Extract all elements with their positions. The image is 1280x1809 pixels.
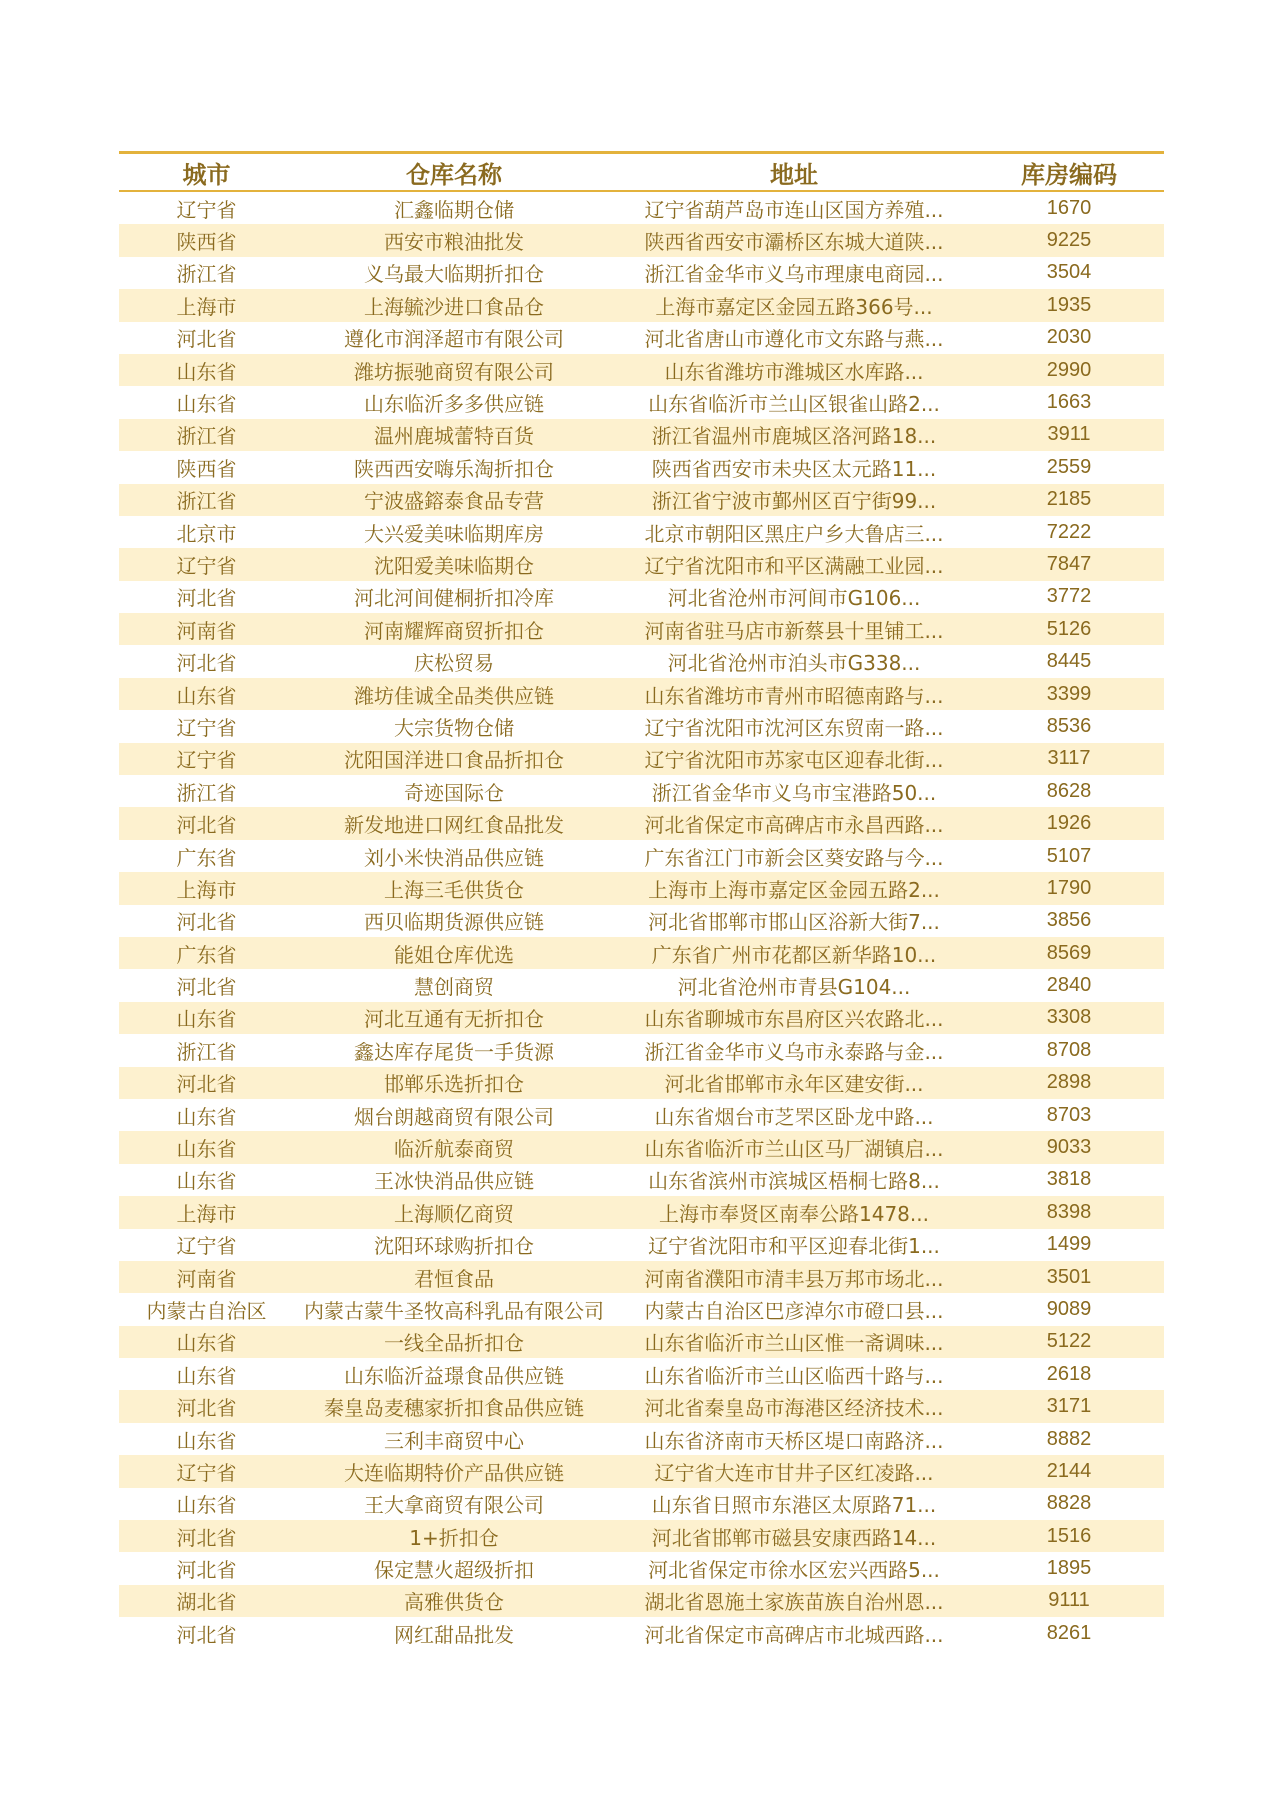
warehouse-name-cell: 河南耀辉商贸折扣仓 <box>294 613 614 645</box>
city-cell: 河北省 <box>176 975 237 1000</box>
warehouse-name-cell: 潍坊振驰商贸有限公司 <box>294 354 614 386</box>
city-cell: 辽宁省 <box>119 1455 294 1487</box>
city-cell: 广东省 <box>176 845 237 870</box>
table-row <box>119 224 1164 256</box>
code-cell: 8828 <box>1046 1492 1092 1515</box>
table-row <box>119 1326 1164 1358</box>
city-cell: 广东省 <box>119 937 294 969</box>
address-cell: 陕西省西安市灞桥区东城大道陕... <box>614 224 974 256</box>
address-cell: 陕西省西安市未央区太元路11... <box>651 456 937 481</box>
address-cell: 浙江省金华市义乌市理康电商园... <box>644 262 944 287</box>
header-city: 城市 <box>119 154 294 191</box>
city-cell: 河北省 <box>119 1390 294 1422</box>
warehouse-name-cell: 西贝临期货源供应链 <box>364 910 544 935</box>
code-cell: 1935 <box>974 289 1164 321</box>
table-row <box>119 289 1164 321</box>
city-cell: 河南省 <box>119 613 294 645</box>
table-row <box>119 969 1164 1001</box>
city-cell: 辽宁省 <box>119 743 294 775</box>
address-cell: 河南省濮阳市清丰县万邦市场北... <box>614 1261 974 1293</box>
city-cell: 河北省 <box>176 586 237 611</box>
city-cell: 山东省 <box>119 678 294 710</box>
code-cell: 8445 <box>1046 650 1092 673</box>
warehouse-name-cell: 网红甜品批发 <box>394 1622 514 1647</box>
warehouse-name-cell: 陕西西安嗨乐淘折扣仓 <box>354 456 554 481</box>
warehouse-name-cell: 河北河间健桐折扣冷库 <box>354 586 554 611</box>
warehouse-name-cell: 西安市粮油批发 <box>294 224 614 256</box>
code-cell: 8569 <box>974 937 1164 969</box>
warehouse-name-cell: 沈阳环球购折扣仓 <box>374 1234 534 1259</box>
address-cell: 山东省临沂市兰山区马厂湖镇启... <box>614 1131 974 1163</box>
city-cell: 河北省 <box>119 1067 294 1099</box>
code-cell: 1663 <box>1046 391 1092 414</box>
warehouse-table <box>119 154 1164 1650</box>
warehouse-name-cell: 慧创商贸 <box>414 975 494 1000</box>
table-row <box>119 1488 1164 1520</box>
code-cell: 1895 <box>1046 1557 1092 1580</box>
city-cell: 河北省 <box>119 807 294 839</box>
address-cell: 上海市奉贤区南奉公路1478... <box>614 1196 974 1228</box>
warehouse-name-cell: 温州鹿城蕾特百货 <box>294 419 614 451</box>
warehouse-name-cell: 一线全品折扣仓 <box>294 1326 614 1358</box>
address-cell: 河北省唐山市遵化市文东路与燕... <box>644 327 944 352</box>
city-cell: 陕西省 <box>176 456 237 481</box>
code-cell: 9225 <box>974 224 1164 256</box>
city-cell: 河北省 <box>176 910 237 935</box>
table-header-row <box>119 154 1164 191</box>
code-cell: 8628 <box>1046 779 1092 802</box>
code-cell: 5107 <box>1046 844 1092 867</box>
warehouse-name-cell: 高雅供货仓 <box>294 1585 614 1617</box>
code-cell: 2185 <box>974 484 1164 516</box>
address-cell: 浙江省温州市鹿城区洛河路18... <box>614 419 974 451</box>
code-cell: 1670 <box>1046 196 1092 219</box>
city-cell: 山东省 <box>176 1428 237 1453</box>
table-row <box>119 581 1164 613</box>
table-row <box>119 775 1164 807</box>
table-row <box>119 1229 1164 1261</box>
table-row <box>119 905 1164 937</box>
warehouse-name-cell: 烟台朗越商贸有限公司 <box>354 1104 554 1129</box>
table-row <box>119 613 1164 645</box>
code-cell: 3399 <box>974 678 1164 710</box>
table-row <box>119 1196 1164 1228</box>
city-cell: 陕西省 <box>119 224 294 256</box>
warehouse-name-cell: 王大拿商贸有限公司 <box>364 1493 544 1518</box>
city-cell: 内蒙古自治区 <box>146 1298 267 1323</box>
city-cell: 山东省 <box>176 1363 237 1388</box>
code-cell: 1926 <box>974 807 1164 839</box>
code-cell: 2898 <box>974 1067 1164 1099</box>
city-cell: 上海市 <box>119 1196 294 1228</box>
address-cell: 山东省滨州市滨城区梧桐七路8... <box>648 1169 940 1194</box>
warehouse-name-cell: 河北互通有无折扣仓 <box>294 1002 614 1034</box>
warehouse-name-cell: 宁波盛鎔泰食品专营 <box>294 484 614 516</box>
table-row <box>119 1455 1164 1487</box>
code-cell: 9033 <box>974 1131 1164 1163</box>
code-cell: 3308 <box>974 1002 1164 1034</box>
address-cell: 山东省临沂市兰山区惟一斋调味... <box>614 1326 974 1358</box>
city-cell: 河北省 <box>119 1520 294 1552</box>
code-cell: 2840 <box>1046 974 1092 997</box>
code-cell: 1499 <box>1046 1233 1092 1256</box>
warehouse-name-cell: 大兴爱美味临期库房 <box>364 521 544 546</box>
address-cell: 山东省济南市天桥区堤口南路济... <box>644 1428 944 1453</box>
warehouse-name-cell: 义乌最大临期折扣仓 <box>364 262 544 287</box>
table-row <box>119 1293 1164 1325</box>
code-cell: 2559 <box>1046 455 1092 478</box>
code-cell: 2990 <box>974 354 1164 386</box>
code-cell: 3504 <box>1046 261 1092 284</box>
warehouse-name-cell: 三利丰商贸中心 <box>384 1428 524 1453</box>
city-cell: 河北省 <box>176 327 237 352</box>
address-cell: 广东省江门市新会区葵安路与今... <box>644 845 944 870</box>
address-cell: 北京市朝阳区黑庄户乡大鲁店三... <box>644 521 944 546</box>
address-cell: 河北省沧州市泊头市G338... <box>667 651 921 676</box>
code-cell: 8398 <box>974 1196 1164 1228</box>
code-cell: 3501 <box>974 1261 1164 1293</box>
city-cell: 浙江省 <box>176 262 237 287</box>
table-row <box>119 1617 1164 1649</box>
city-cell: 山东省 <box>176 1104 237 1129</box>
table-row <box>119 710 1164 742</box>
address-cell: 河北省保定市徐水区宏兴西路5... <box>648 1558 940 1583</box>
address-cell: 河北省保定市高碑店市永昌西路... <box>614 807 974 839</box>
header-warehouse-name: 仓库名称 <box>294 154 614 191</box>
warehouse-name-cell: 保定慧火超级折扣 <box>374 1558 534 1583</box>
table-row <box>119 548 1164 580</box>
code-cell: 1516 <box>974 1520 1164 1552</box>
city-cell: 辽宁省 <box>176 1234 237 1259</box>
table-row <box>119 1067 1164 1099</box>
address-cell: 浙江省宁波市鄞州区百宁街99... <box>614 484 974 516</box>
warehouse-name-cell: 秦皇岛麦穗家折扣食品供应链 <box>294 1390 614 1422</box>
table-row <box>119 386 1164 418</box>
code-cell: 8703 <box>1046 1103 1092 1126</box>
warehouse-name-cell: 能姐仓库优选 <box>294 937 614 969</box>
code-cell: 8261 <box>1046 1621 1092 1644</box>
table-row <box>119 1261 1164 1293</box>
city-cell: 山东省 <box>119 1002 294 1034</box>
table-row <box>119 1131 1164 1163</box>
city-cell: 山东省 <box>119 354 294 386</box>
table-row <box>119 872 1164 904</box>
city-cell: 辽宁省 <box>176 197 237 222</box>
address-cell: 山东省临沂市兰山区银雀山路2... <box>648 392 940 417</box>
code-cell: 3117 <box>974 743 1164 775</box>
code-cell: 2030 <box>1046 326 1092 349</box>
warehouse-name-cell: 山东临沂益璟食品供应链 <box>344 1363 564 1388</box>
address-cell: 辽宁省葫芦岛市连山区国方养殖... <box>644 197 944 222</box>
warehouse-name-cell: 君恒食品 <box>294 1261 614 1293</box>
address-cell: 内蒙古自治区巴彦淖尔市磴口县... <box>644 1298 944 1323</box>
city-cell: 山东省 <box>119 1326 294 1358</box>
table-row <box>119 937 1164 969</box>
city-cell: 辽宁省 <box>176 715 237 740</box>
table-row <box>119 1585 1164 1617</box>
address-cell: 山东省潍坊市潍城区水库路... <box>614 354 974 386</box>
code-cell: 3772 <box>1046 585 1092 608</box>
city-cell: 辽宁省 <box>119 548 294 580</box>
city-cell: 浙江省 <box>119 419 294 451</box>
warehouse-name-cell: 王冰快消品供应链 <box>374 1169 534 1194</box>
table-row <box>119 1099 1164 1131</box>
address-cell: 河北省邯郸市磁县安康西路14... <box>614 1520 974 1552</box>
code-cell: 2618 <box>1046 1362 1092 1385</box>
code-cell: 1790 <box>974 872 1164 904</box>
address-cell: 河南省驻马店市新蔡县十里铺工... <box>614 613 974 645</box>
warehouse-name-cell: 潍坊佳诚全品类供应链 <box>294 678 614 710</box>
city-cell: 上海市 <box>119 872 294 904</box>
address-cell: 河北省沧州市河间市G106... <box>667 586 921 611</box>
warehouse-name-cell: 临沂航泰商贸 <box>294 1131 614 1163</box>
warehouse-name-cell: 上海顺亿商贸 <box>294 1196 614 1228</box>
warehouse-name-cell: 内蒙古蒙牛圣牧高科乳品有限公司 <box>304 1298 604 1323</box>
warehouse-name-cell: 汇鑫临期仓储 <box>394 197 514 222</box>
address-cell: 湖北省恩施土家族苗族自治州恩... <box>614 1585 974 1617</box>
code-cell: 8882 <box>1046 1427 1092 1450</box>
address-cell: 山东省潍坊市青州市昭德南路与... <box>614 678 974 710</box>
warehouse-sheet <box>119 151 1164 1650</box>
address-cell: 浙江省金华市义乌市宝港路50... <box>651 780 937 805</box>
table-row <box>119 840 1164 872</box>
city-cell: 北京市 <box>176 521 237 546</box>
address-cell: 山东省临沂市兰山区临西十路与... <box>644 1363 944 1388</box>
warehouse-name-cell: 刘小米快消品供应链 <box>364 845 544 870</box>
address-cell: 河北省邯郸市永年区建安街... <box>614 1067 974 1099</box>
warehouse-name-cell: 鑫达库存尾货一手货源 <box>354 1039 554 1064</box>
warehouse-name-cell: 遵化市润泽超市有限公司 <box>344 327 564 352</box>
table-row <box>119 1390 1164 1422</box>
address-cell: 山东省日照市东港区太原路71... <box>651 1493 937 1518</box>
table-row <box>119 1552 1164 1584</box>
code-cell: 9089 <box>1046 1297 1092 1320</box>
table-row <box>119 1002 1164 1034</box>
city-cell: 山东省 <box>176 392 237 417</box>
city-cell: 上海市 <box>119 289 294 321</box>
code-cell: 9111 <box>974 1585 1164 1617</box>
table-row <box>119 516 1164 548</box>
address-cell: 河北省邯郸市邯山区浴新大街7... <box>648 910 940 935</box>
address-cell: 上海市嘉定区金园五路366号... <box>614 289 974 321</box>
address-cell: 河北省保定市高碑店市北城西路... <box>644 1622 944 1647</box>
table-row <box>119 419 1164 451</box>
address-cell: 辽宁省沈阳市沈河区东贸南一路... <box>644 715 944 740</box>
code-cell: 5122 <box>974 1326 1164 1358</box>
city-cell: 浙江省 <box>119 484 294 516</box>
warehouse-name-cell: 新发地进口网红食品批发 <box>294 807 614 839</box>
address-cell: 河北省秦皇岛市海港区经济技术... <box>614 1390 974 1422</box>
code-cell: 3856 <box>1046 909 1092 932</box>
code-cell: 7847 <box>974 548 1164 580</box>
code-cell: 2144 <box>974 1455 1164 1487</box>
city-cell: 浙江省 <box>176 780 237 805</box>
table-row <box>119 743 1164 775</box>
address-cell: 广东省广州市花都区新华路10... <box>614 937 974 969</box>
warehouse-name-cell: 大连临期特价产品供应链 <box>294 1455 614 1487</box>
warehouse-name-cell: 邯郸乐选折扣仓 <box>294 1067 614 1099</box>
city-cell: 河北省 <box>176 1558 237 1583</box>
warehouse-name-cell: 大宗货物仓储 <box>394 715 514 740</box>
table-row <box>119 645 1164 677</box>
city-cell: 河北省 <box>176 1622 237 1647</box>
table-row <box>119 191 1164 224</box>
table-row <box>119 451 1164 483</box>
table-row <box>119 322 1164 354</box>
code-cell: 3171 <box>974 1390 1164 1422</box>
header-address: 地址 <box>614 154 974 191</box>
table-row <box>119 1358 1164 1390</box>
warehouse-name-cell: 上海三毛供货仓 <box>294 872 614 904</box>
table-row <box>119 354 1164 386</box>
table-row <box>119 257 1164 289</box>
table-row <box>119 1164 1164 1196</box>
table-row <box>119 1423 1164 1455</box>
code-cell: 5126 <box>974 613 1164 645</box>
address-cell: 浙江省金华市义乌市永泰路与金... <box>644 1039 944 1064</box>
code-cell: 7222 <box>1046 520 1092 543</box>
address-cell: 河北省沧州市青县G104... <box>677 975 911 1000</box>
address-cell: 辽宁省大连市甘井子区红凌路... <box>614 1455 974 1487</box>
header-code: 库房编码 <box>974 154 1164 191</box>
table-row <box>119 1520 1164 1552</box>
city-cell: 河北省 <box>176 651 237 676</box>
table-row <box>119 1034 1164 1066</box>
city-cell: 湖北省 <box>119 1585 294 1617</box>
table-row <box>119 807 1164 839</box>
warehouse-name-cell: 奇迹国际仓 <box>404 780 504 805</box>
code-cell: 3818 <box>1046 1168 1092 1191</box>
table-row <box>119 484 1164 516</box>
address-cell: 辽宁省沈阳市和平区满融工业园... <box>614 548 974 580</box>
city-cell: 山东省 <box>119 1131 294 1163</box>
city-cell: 浙江省 <box>176 1039 237 1064</box>
address-cell: 辽宁省沈阳市和平区迎春北街1... <box>648 1234 940 1259</box>
warehouse-name-cell: 沈阳爱美味临期仓 <box>294 548 614 580</box>
code-cell: 3911 <box>974 419 1164 451</box>
city-cell: 河南省 <box>119 1261 294 1293</box>
warehouse-name-cell: 庆松贸易 <box>414 651 494 676</box>
warehouse-name-cell: 上海毓沙进口食品仓 <box>294 289 614 321</box>
address-cell: 山东省烟台市芝罘区卧龙中路... <box>654 1104 934 1129</box>
address-cell: 上海市上海市嘉定区金园五路2... <box>614 872 974 904</box>
table-row <box>119 678 1164 710</box>
warehouse-name-cell: 1+折扣仓 <box>294 1520 614 1552</box>
code-cell: 8708 <box>1046 1038 1092 1061</box>
address-cell: 辽宁省沈阳市苏家屯区迎春北街... <box>614 743 974 775</box>
warehouse-name-cell: 沈阳国洋进口食品折扣仓 <box>294 743 614 775</box>
code-cell: 8536 <box>1046 714 1092 737</box>
city-cell: 山东省 <box>176 1169 237 1194</box>
address-cell: 山东省聊城市东昌府区兴农路北... <box>614 1002 974 1034</box>
city-cell: 山东省 <box>176 1493 237 1518</box>
warehouse-name-cell: 山东临沂多多供应链 <box>364 392 544 417</box>
